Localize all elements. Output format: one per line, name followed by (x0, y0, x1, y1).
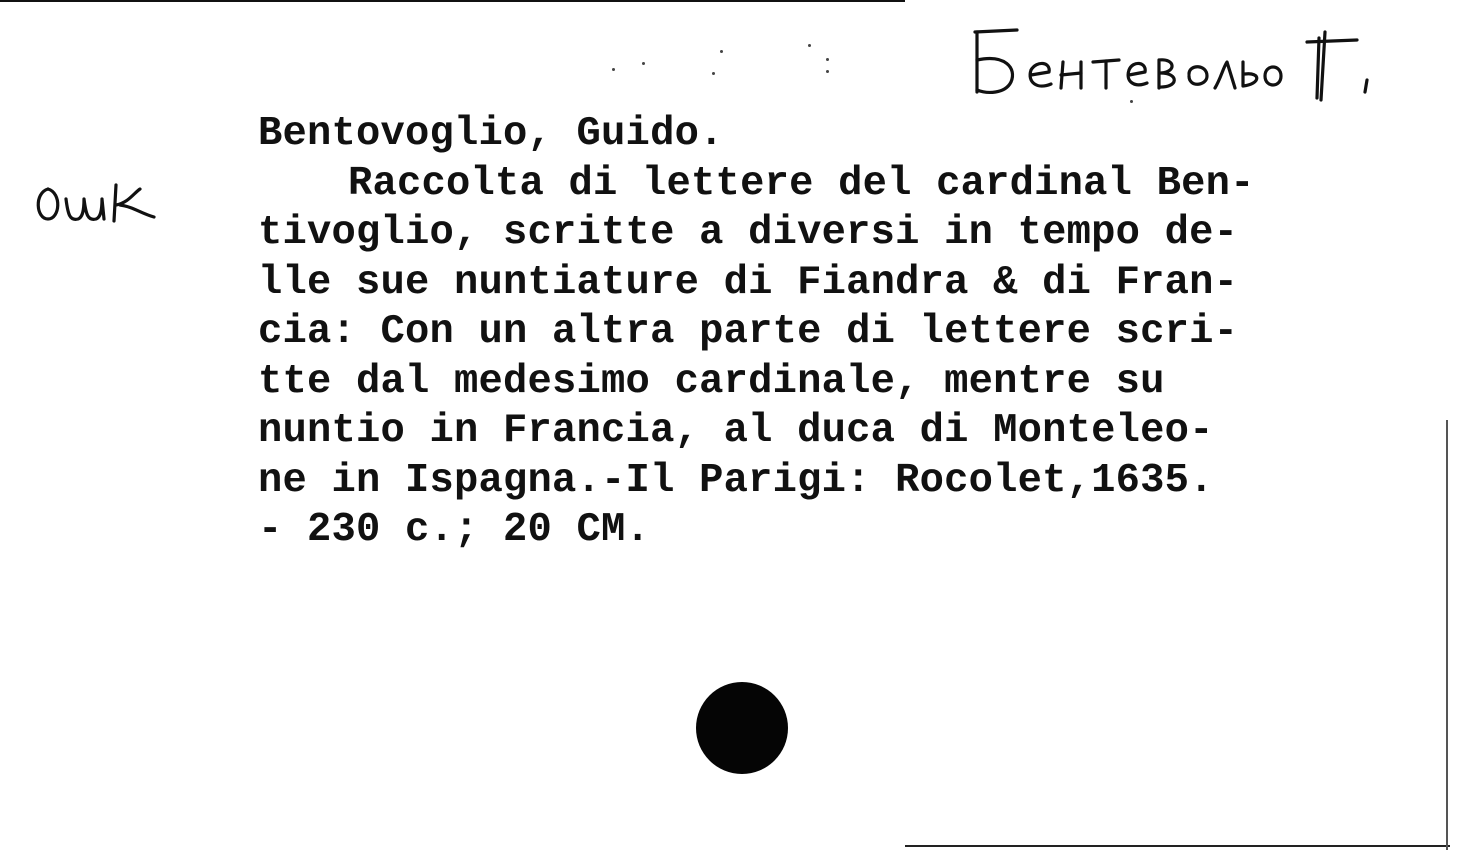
entry-author: Bentovoglio, Guido. (258, 111, 724, 157)
entry-title-line: nuntio in Francia, al duca di Monteleo- (258, 408, 1214, 454)
entry-title-line: lle sue nuntiature di Fiandra & di Fran- (258, 259, 1239, 306)
catalog-entry (258, 110, 1458, 556)
card-punch-hole (696, 682, 788, 774)
handwritten-margin-mark (30, 175, 160, 230)
entry-title-line: Raccolta di lettere del cardinal Ben- (348, 160, 1255, 207)
entry-physical-description: - 230 c.; 20 CM. (258, 507, 651, 553)
entry-title-line: tte dal medesimo cardinale, mentre su (258, 358, 1165, 405)
handwritten-heading (965, 20, 1385, 105)
card-top-edge (0, 0, 905, 2)
card-bottom-edge (905, 845, 1450, 847)
entry-title-line: cia: Con un altra parte di lettere scri- (258, 309, 1239, 355)
entry-title-line: tivoglio, scritte a diversi in tempo de- (258, 210, 1239, 256)
entry-imprint-line: ne in Ispagna.-Il Parigi: Rocolet,1635. (258, 457, 1214, 504)
